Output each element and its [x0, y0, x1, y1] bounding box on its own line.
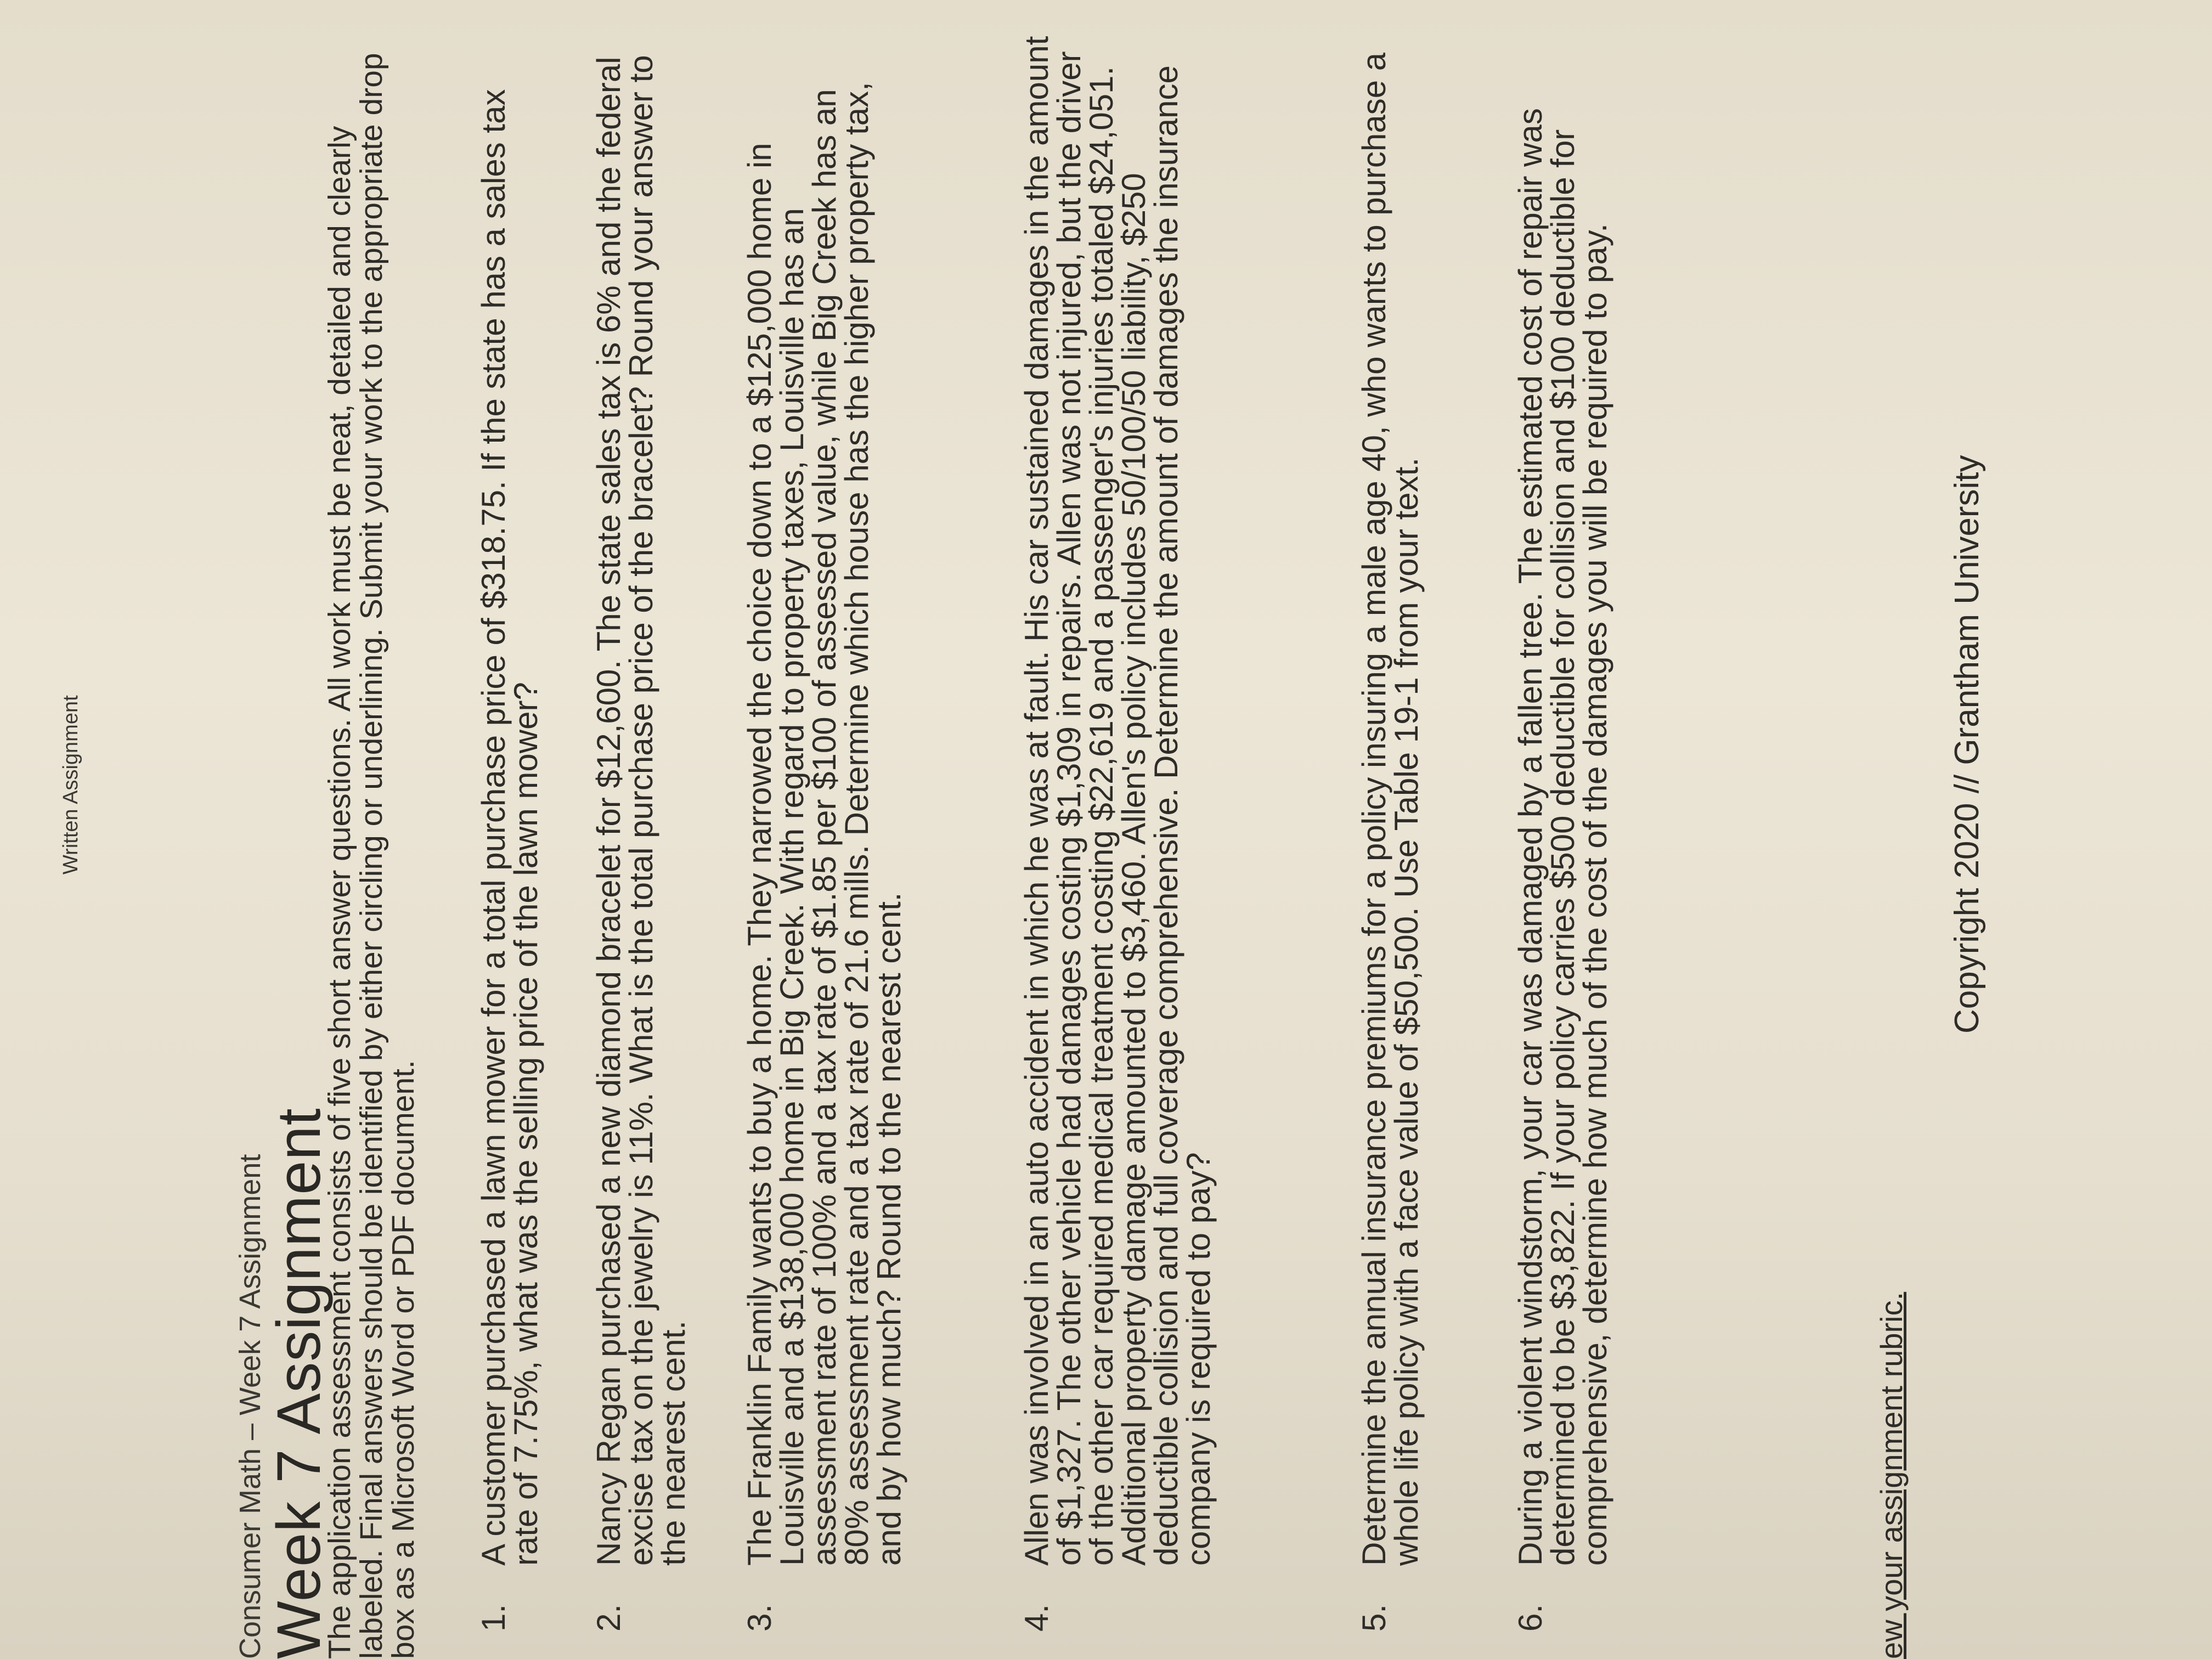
question-number: 2. [590, 1604, 627, 1632]
course-title: Consumer Math – Week 7 Assignment [234, 1154, 267, 1659]
question-3 [741, 30, 907, 1632]
question-number: 6. [1512, 1604, 1549, 1632]
page-title: Week 7 Assignment [264, 1108, 333, 1659]
question-text: Determine the annual insurance premiums for a policy insuring a male age 40, who wants to purchase a whole life policy with a face value of $50,500. Use Table 19-1 from your text. [1356, 52, 1425, 1566]
question-5 [1356, 30, 1425, 1632]
question-2 [590, 30, 692, 1632]
question-number: 4. [1018, 1604, 1055, 1632]
copyright-footer: Copyright 2020 // Grantham University [1948, 455, 1986, 1034]
question-1 [475, 30, 544, 1632]
question-number: 1. [475, 1604, 512, 1632]
question-text: A customer purchased a lawn mower for a total purchase price of $318.75. If the state has a sales tax rate of 7.75%, what was the selling price of the lawn mower? [475, 89, 544, 1566]
page-header-label: Written Assignment [59, 695, 82, 874]
question-6 [1512, 30, 1613, 1632]
question-4 [1018, 30, 1217, 1632]
question-number: 5. [1356, 1604, 1392, 1632]
question-text: The Franklin Family wants to buy a home. They narrowed the choice down to a $125,000 home in Louisville and a $138,000 home in Big Creek. With regard to property taxes, Louisville has an assessment rate of 100% and a tax rate of $1.85 per $100 of assessed value, while Big Creek has an 80% assessment rate and a tax rate of 21.6 mills. Determine which house has the higher property tax, and by how much? Round to the nearest cent. [741, 82, 907, 1566]
question-number: 3. [741, 1604, 778, 1632]
question-text: During a violent windstorm, your car was damaged by a fallen tree. The estimated cost of repair was determined to be $3,822. If your policy carries $500 deductible for collision and $100 deductible for comprehensive, determine how much of the cost of the damages you will be required to pay. [1512, 108, 1613, 1566]
intro-paragraph: The application assessment consists of five short answer questions. All work must be neat, detailed and clearly labeled. Final answers should be identified by either circling or underlining. Submit your work to the appropriate drop box as a Microsoft Word or PDF document. [322, 53, 421, 1659]
rubric-link[interactable]: ew your assignment rubric. [1874, 1291, 1909, 1659]
question-text: Nancy Regan purchased a new diamond bracelet for $12,600. The state sales tax is 6% and the federal excise tax on the jewelry is 11%. What is the total purchase price of the bracelet? Round your answer to the nearest cent. [590, 55, 692, 1566]
question-text: Allen was involved in an auto accident in which he was at fault. His car sustained damages in the amount of $1,327. The other vehicle had damages costing $1,309 in repairs. Allen was not injured, but the driver of the other car required medical treatment costing $22,619 and a passenger's injuries totaled $24,051. Additional property damage amounted to $3,460. Allen's policy includes 50/100/50 liability, $250 deductible collision and full coverage comprehensive. Determine the amount of damages the insurance company is required to pay? [1018, 36, 1217, 1566]
